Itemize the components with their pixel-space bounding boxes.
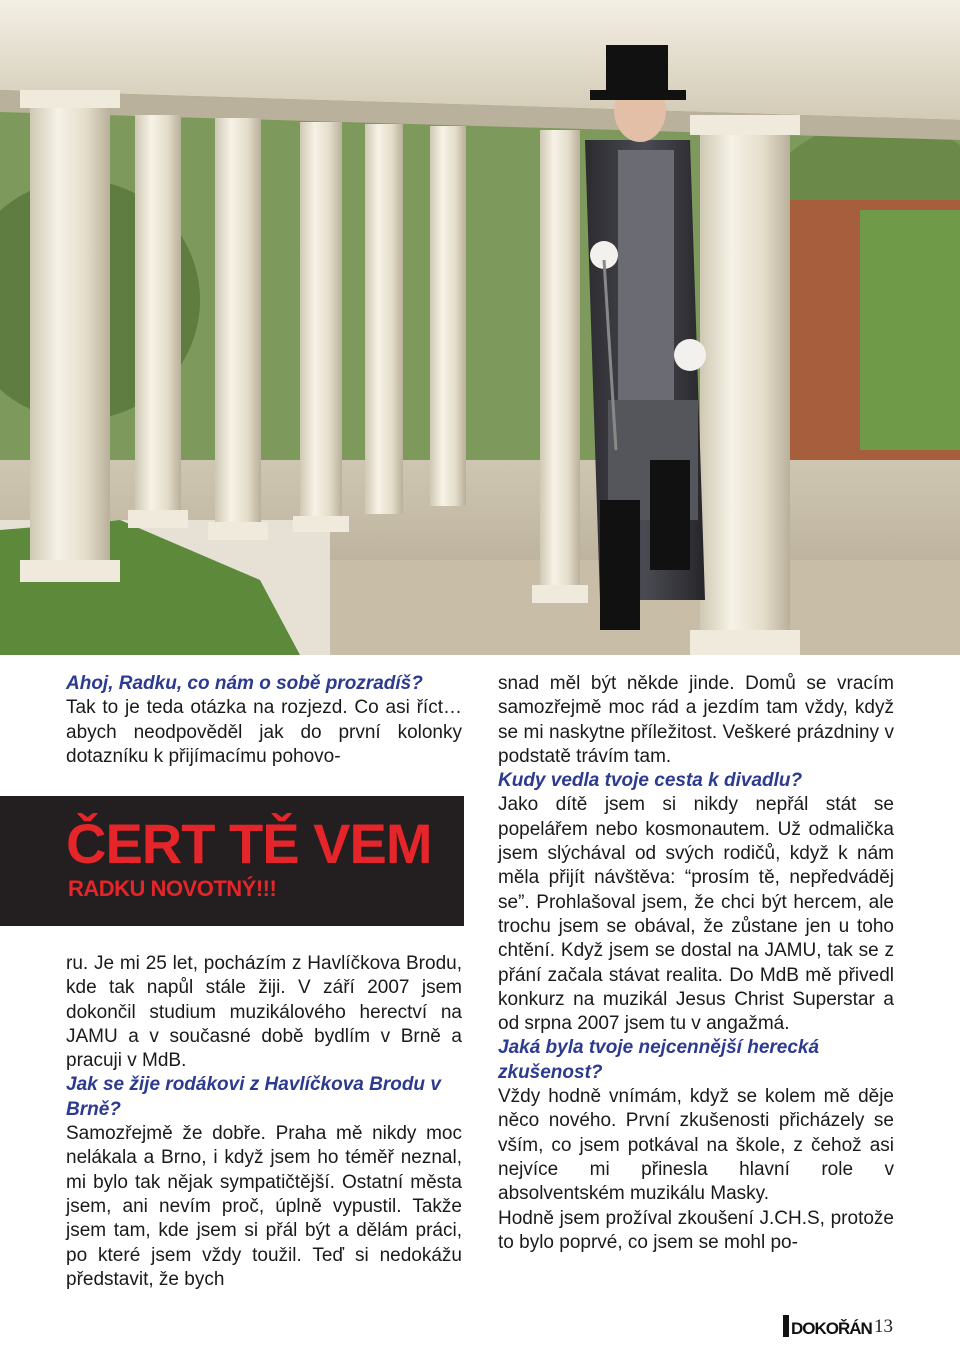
dokoran-logo xyxy=(783,1313,872,1339)
column-left-top xyxy=(66,672,462,769)
answer-3: Jako dítě jsem si nikdy nepřál stát se popelářem nebo kosmonautem. Už odmalička jsem slýchával od svých rodičů, když k nám měla přijít návštěva: “prosím tě, nepředváděj se”. Prohlašoval jsem, že chci být hercem, ale trochu jsem se obával, že zůstane jen u toho chtění. Když jsem se dostal na JAMU, tak se z přání začala stávat realita. Do MdB mě přivedl konkurz na muzikál Jesus Christ Superstar a od srpna 2007 jsem tu v angažmá. xyxy=(498,794,894,1035)
answer-2-continued: snad měl být někde jinde. Domů se vracím samozřejmě moc rád a jezdím tam vždy, když se mi naskytne příležitost. Veškeré prázdniny v podstatě trávím tam. xyxy=(498,673,894,767)
cover-photo xyxy=(0,0,960,655)
question-1: Ahoj, Radku, co nám o sobě prozradíš? xyxy=(66,673,423,694)
question-4: Jaká byla tvoje nejcennější herecká zkušenost? xyxy=(498,1037,820,1083)
column-right xyxy=(498,672,894,1255)
title-box xyxy=(0,796,464,926)
answer-1-part-1: Tak to je teda otázka na rozjezd. Co asi říct… abych neodpověděl jak do první kolonky dotazníku k přijímacímu pohovo- xyxy=(66,697,462,767)
answer-4: Vždy hodně vnímám, když se kolem mě děje něco nového. První zkušenosti přicházely se vším, co jsem potkával na škole, z čehož asi nejvíce mi přinesla hlavní role v absolventském muzikálu Masky. xyxy=(498,1086,894,1205)
colonnade-illustration xyxy=(0,0,960,655)
question-3: Kudy vedla tvoje cesta k divadlu? xyxy=(498,770,803,792)
question-2: Jak se žije rodákovi z Havlíčkova Brodu v Brně? xyxy=(66,1074,441,1120)
answer-1-part-2: ru. Je mi 25 let, pocházím z Havlíčkova Brodu, kde tak napůl stále žiji. V září 2007 jsem dokončil studium muzikálového herectví na JAMU a v současné době bydlím v Brně a pracuji v MdB. xyxy=(66,953,462,1072)
article-subtitle: RADKU NOVOTNÝ!!! xyxy=(68,876,277,901)
svg-text:DOKOŘÁN: DOKOŘÁN xyxy=(791,1319,872,1338)
column-left-bottom xyxy=(66,952,462,1292)
article-title: ČERT TĚ VEM xyxy=(66,812,432,875)
answer-5: Hodně jsem prožíval zkoušení J.CH.S, protože to bylo poprvé, co jsem se mohl po- xyxy=(498,1207,894,1253)
answer-2: Samozřejmě že dobře. Praha mě nikdy moc nelákala a Brno, i když jsem ho téměř neznal, mi bylo tak nějak sympatičtější. Ostatní města jsem, ani nevím proč, úplně vypustil. Takže jsem tam, kde jsem si přál být a dělám práci, po které jsem vždy toužil. Teď si nedokážu představit, že bych xyxy=(66,1123,462,1290)
page-number: 13 xyxy=(874,1316,893,1337)
